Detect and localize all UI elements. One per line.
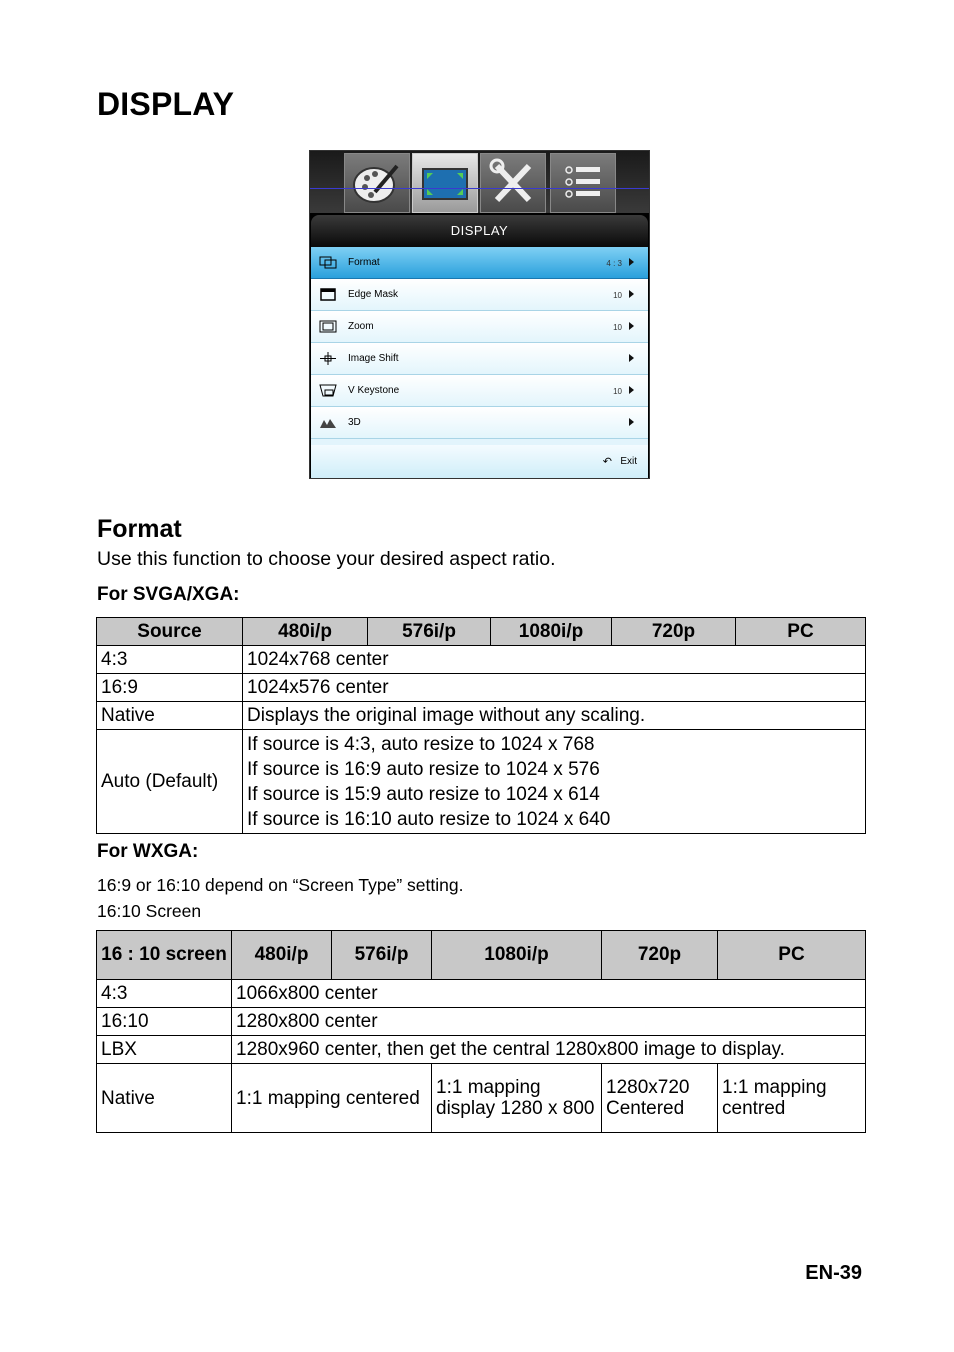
guide-line [310,188,649,189]
osd-tab-setup[interactable] [480,153,546,213]
chevron-right-icon [629,322,634,330]
osd-header: DISPLAY [311,215,648,247]
wxga-format-table [96,930,866,1133]
table-row [97,980,866,1008]
chevron-right-icon [629,258,634,266]
column-header: PC [736,618,866,646]
osd-tab-bar [310,151,649,213]
row-value: 1280x960 center, then get the central 1280x800 image to display. [232,1036,866,1064]
wxga-screen-label: 16:10 Screen [97,901,202,921]
native-cell: 1280x720 Centered [602,1064,718,1133]
wxga-heading: For WXGA: [97,841,199,862]
row-label: 16:10 [97,1008,232,1036]
table-row [97,1036,866,1064]
row-value: Displays the original image without any scaling. [243,702,866,730]
osd-item-v-keystone[interactable] [311,375,648,407]
row-value: 1024x576 center [243,674,866,702]
osd-menu [309,150,650,479]
osd-item-label: 3D [348,417,361,428]
native-cell: 1:1 mapping centred [718,1064,866,1133]
column-header: 720p [612,618,736,646]
svga-heading: For SVGA/XGA: [97,584,240,605]
table-row [97,702,866,730]
row-label: LBX [97,1036,232,1064]
zoom-icon [319,320,337,333]
osd-item-value: 4 : 3 [606,259,622,268]
table-row [97,1008,866,1036]
osd-item-value: 10 [613,291,622,300]
table-row [97,674,866,702]
chevron-right-icon [629,418,634,426]
image-shift-icon [319,352,337,365]
native-cell: 1:1 mapping display 1280 x 800 [432,1064,602,1133]
osd-item-value: 10 [613,387,622,396]
table-row [97,1064,866,1133]
auto-line: If source is 4:3, auto resize to 1024 x 768 [247,733,595,755]
format-heading: Format [97,515,182,543]
table-row [97,730,866,834]
osd-item-label: V Keystone [348,385,400,396]
osd-item-label: Image Shift [348,353,399,364]
row-label: 4:3 [97,980,232,1008]
edge-mask-icon [319,288,337,301]
osd-item-3d[interactable] [311,407,648,439]
wxga-note: 16:9 or 16:10 depend on “Screen Type” setting. [97,875,464,895]
osd-item-edge-mask[interactable] [311,279,648,311]
osd-tab-options[interactable] [550,153,616,213]
chevron-right-icon [629,386,634,394]
column-header: 480i/p [243,618,368,646]
osd-item-image-shift[interactable] [311,343,648,375]
column-header: 480i/p [232,931,332,980]
keystone-icon [319,384,337,397]
osd-item-format[interactable] [311,247,648,279]
column-header: 1080i/p [432,931,602,980]
auto-line: If source is 15:9 auto resize to 1024 x 614 [247,783,600,805]
osd-menu-list [311,247,648,478]
row-label: Native [97,1064,232,1133]
table-row [97,646,866,674]
osd-item-label: Format [348,257,380,268]
return-icon: ↶ [602,456,612,468]
display-icon [413,154,477,212]
tools-icon [481,154,545,212]
osd-item-zoom[interactable] [311,311,648,343]
osd-item-value: 10 [613,323,622,332]
row-label: Auto (Default) [97,730,243,834]
table-header-row [97,931,866,980]
osd-item-label: Edge Mask [348,289,399,300]
native-cell: 1:1 mapping centered [232,1064,432,1133]
format-icon [319,256,337,269]
column-header: 576i/p [332,931,432,980]
page-title: DISPLAY [97,86,235,122]
column-header: PC [718,931,866,980]
column-header: 16 : 10 screen [97,931,232,980]
osd-tab-color[interactable] [344,153,410,213]
row-label: 4:3 [97,646,243,674]
column-header: 1080i/p [491,618,612,646]
osd-tab-display[interactable] [412,153,478,213]
row-value: 1280x800 center [232,1008,866,1036]
palette-icon [345,154,409,212]
row-value [243,730,866,834]
auto-line: If source is 16:9 auto resize to 1024 x 576 [247,758,600,780]
row-label: Native [97,702,243,730]
row-label: 16:9 [97,674,243,702]
row-value: 1066x800 center [232,980,866,1008]
row-value: 1024x768 center [243,646,866,674]
format-description: Use this function to choose your desired aspect ratio. [97,548,556,570]
column-header: Source [97,618,243,646]
chevron-right-icon [629,290,634,298]
column-header: 720p [602,931,718,980]
options-list-icon [551,154,615,212]
3d-icon [319,416,337,429]
osd-exit-button[interactable]: Exit [620,456,637,467]
svga-format-table [96,617,866,834]
auto-line: If source is 16:10 auto resize to 1024 x 640 [247,808,611,830]
column-header: 576i/p [368,618,491,646]
osd-item-label: Zoom [348,321,374,332]
chevron-right-icon [629,354,634,362]
table-header-row [97,618,866,646]
osd-exit-row [311,445,648,478]
page-number: EN-39 [805,1262,862,1284]
